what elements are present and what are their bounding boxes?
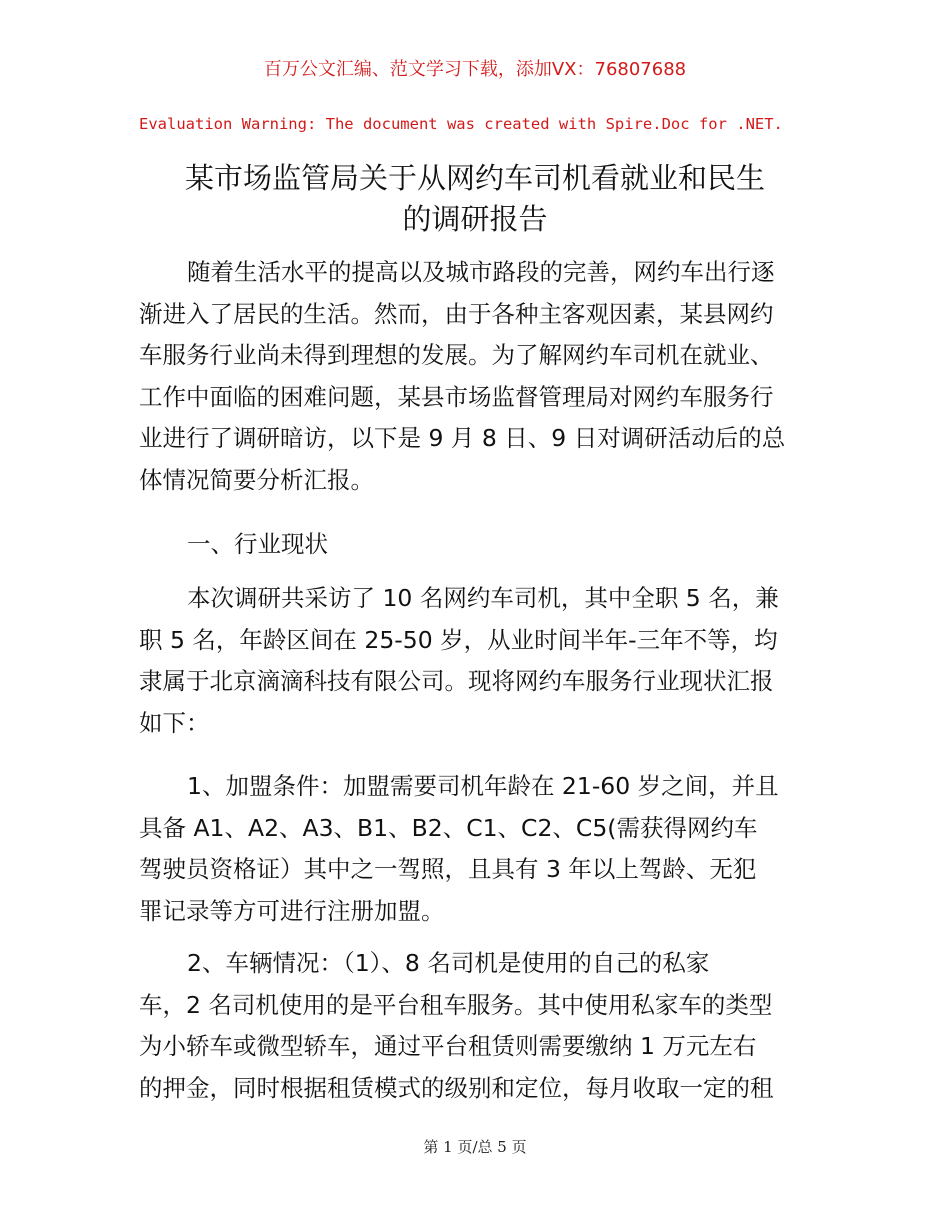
paragraph-line: 车，2 名司机使用的是平台租车服务。其中使用私家车的类型: [139, 990, 773, 1019]
paragraph-line: 为小轿车或微型轿车，通过平台租赁则需要缴纳 1 万元左右: [139, 1032, 757, 1060]
paragraph-intro: [139, 252, 811, 501]
paragraph-line: 2、车辆情况：（1）、8 名司机是使用的自己的私家: [187, 949, 710, 977]
paragraph-line: 业进行了调研暗访，以下是 9 月 8 日、9 日对调研活动后的总: [139, 424, 786, 452]
paragraph-conditions: [139, 766, 811, 932]
paragraph-line: 罪记录等方可进行注册加盟。: [139, 896, 445, 925]
paragraph-line: 本次调研共采访了 10 名网约车司机，其中全职 5 名，兼: [187, 584, 779, 612]
document-title: [139, 158, 811, 240]
paragraph-line: 驾驶员资格证）其中之一驾照，且具有 3 年以上驾龄、无犯: [139, 855, 757, 883]
paragraph-line: 1、加盟条件：加盟需要司机年龄在 21-60 岁之间，并且: [187, 772, 779, 800]
title-line: 的调研报告: [402, 202, 548, 236]
ad-banner: 百万公文汇编、范文学习下载，添加VX：76807688: [263, 59, 687, 80]
evaluation-warning: Evaluation Warning: The document was created with Spire.Doc for .NET.: [139, 115, 783, 133]
paragraph-line: 车服务行业尚未得到理想的发展。为了解网约车司机在就业、: [139, 341, 774, 369]
paragraph-line: 体情况简要分析汇报。: [139, 465, 374, 494]
paragraph-survey: [139, 578, 811, 744]
section-heading: [139, 524, 811, 566]
section-heading-text: 一、行业现状: [187, 530, 328, 558]
paragraph-line: 具备 A1、A2、A3、B1、B2、C1、C2、C5(需获得网约车: [139, 813, 758, 842]
paragraph-vehicles: [139, 943, 811, 1109]
title-line: 某市场监管局关于从网约车司机看就业和民生: [184, 161, 765, 195]
paragraph-line: 职 5 名，年龄区间在 25-50 岁，从业时间半年-三年不等，均: [139, 625, 778, 654]
paragraph-line: 渐进入了居民的生活。然而，由于各种主客观因素，某县网约: [139, 299, 774, 328]
paragraph-line: 工作中面临的困难问题，某县市场监督管理局对网约车服务行: [139, 382, 774, 411]
paragraph-line: 随着生活水平的提高以及城市路段的完善，网约车出行逐: [187, 258, 775, 286]
page-number: 第 1 页/总 5 页: [423, 1138, 527, 1156]
paragraph-line: 隶属于北京滴滴科技有限公司。现将网约车服务行业现状汇报: [139, 667, 774, 695]
paragraph-line: 的押金，同时根据租赁模式的级别和定位，每月收取一定的租: [139, 1073, 774, 1102]
paragraph-line: 如下：: [139, 708, 210, 737]
